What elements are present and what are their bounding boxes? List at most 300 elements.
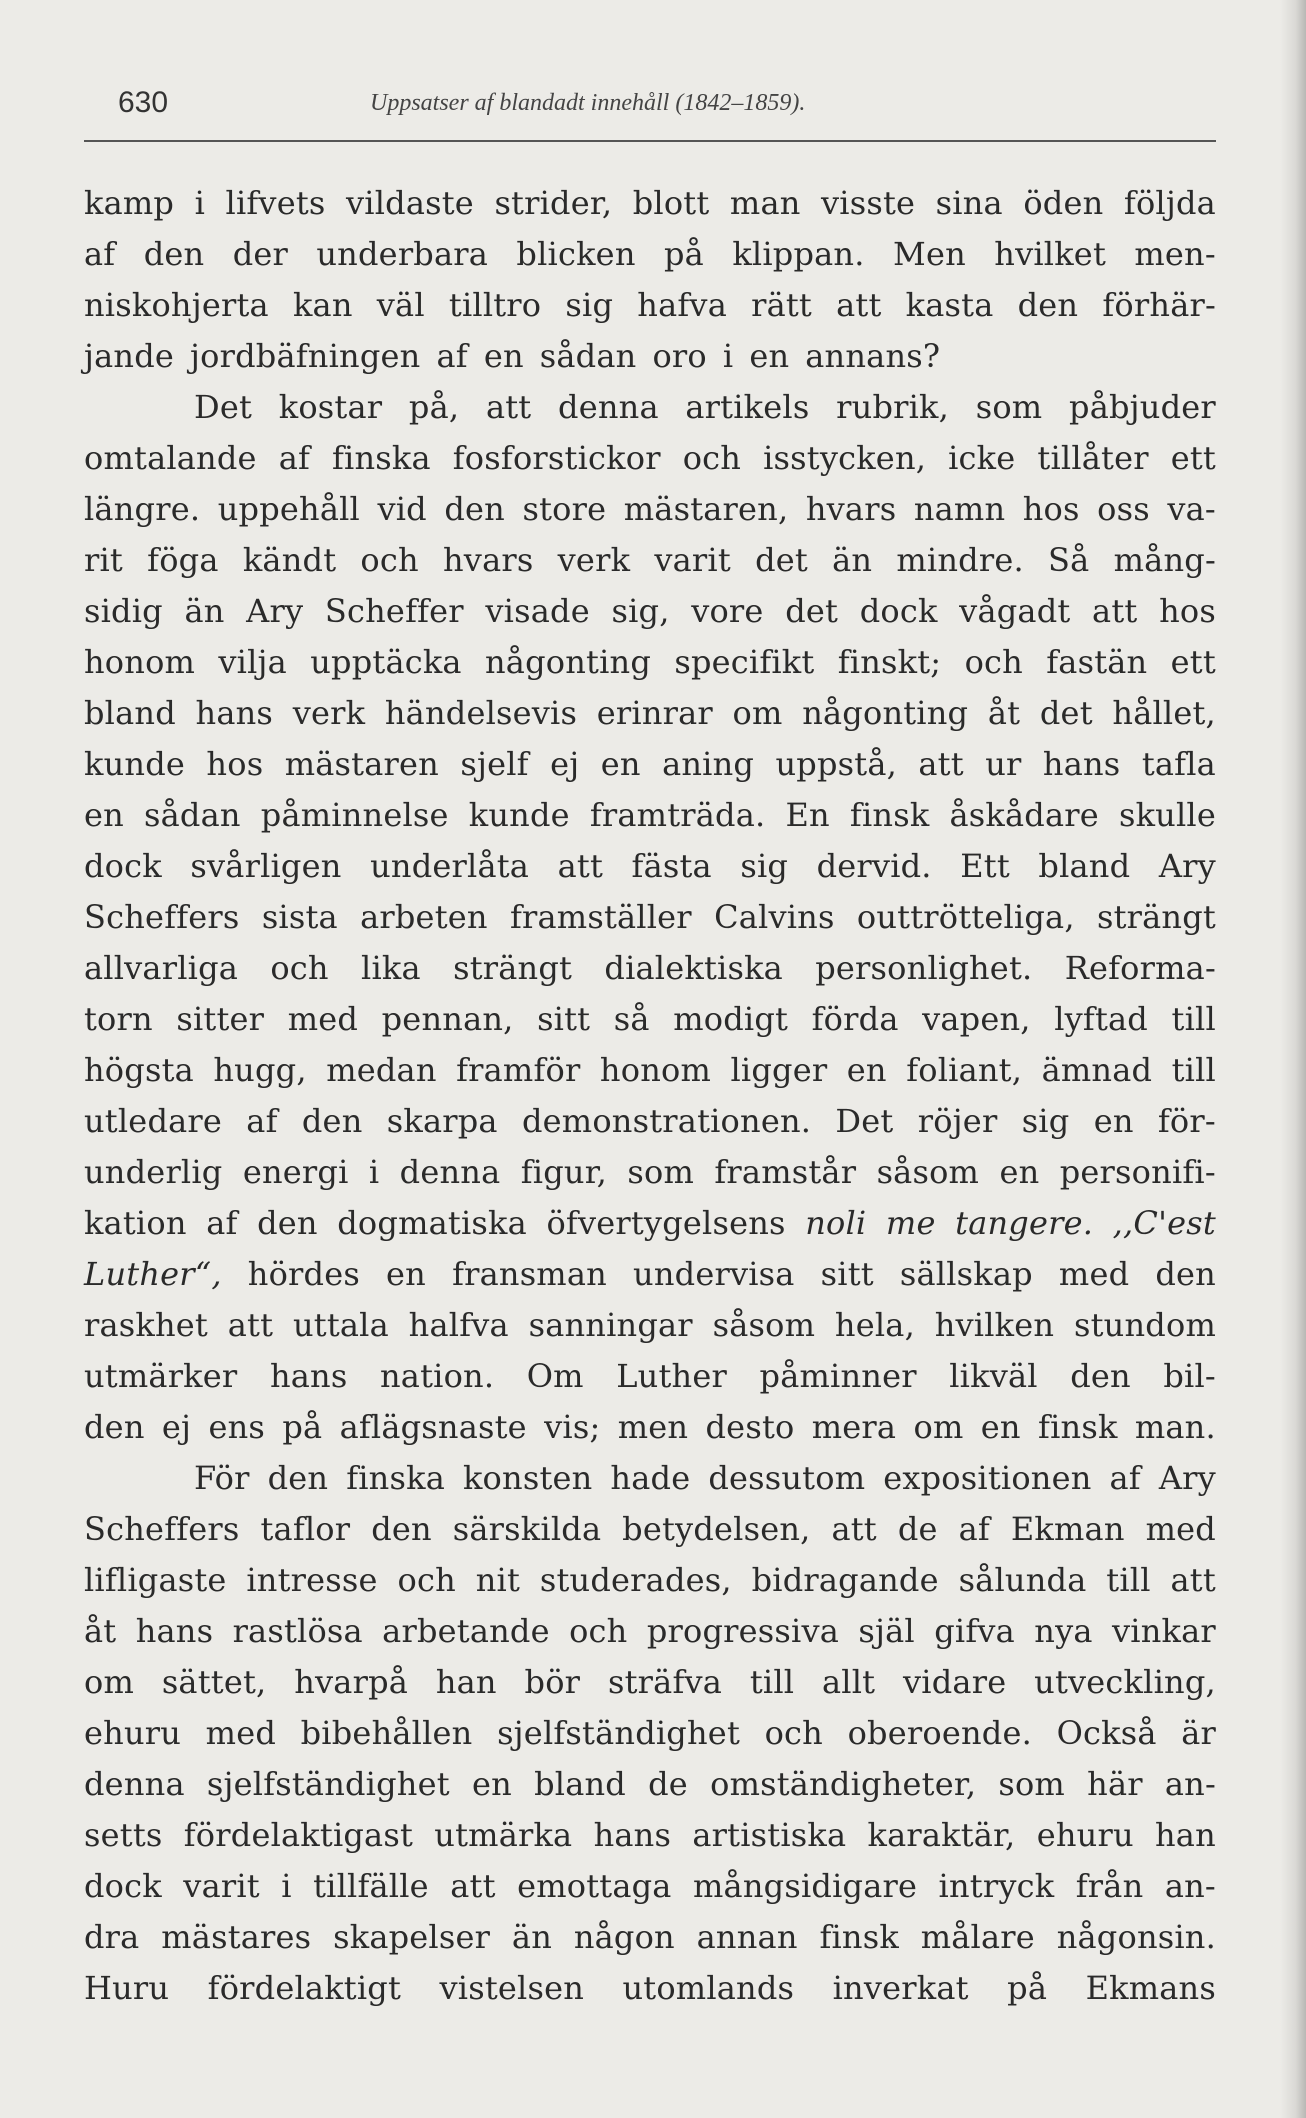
word: någonsin.: [1056, 1918, 1216, 1956]
word: konsten: [462, 1459, 593, 1497]
word: annan: [696, 1918, 798, 1956]
word: sig: [740, 847, 789, 885]
word: med: [1058, 1255, 1130, 1293]
text-line: [84, 235, 1216, 286]
word: i: [722, 337, 734, 375]
word: mindre.: [896, 541, 1024, 579]
word: upptäcka: [310, 643, 462, 681]
text-line: [84, 439, 1216, 490]
word: ehuru: [1036, 1816, 1134, 1854]
word: sanningar: [528, 1306, 693, 1344]
word: an-: [1164, 1765, 1216, 1803]
word: ,,C'est: [1112, 1204, 1216, 1242]
word: hördes: [247, 1255, 360, 1293]
word: de: [648, 1765, 688, 1803]
word: ens: [208, 1408, 266, 1446]
word: hans: [135, 1612, 214, 1650]
word: sjelfständighet: [206, 1765, 450, 1803]
word: hade: [610, 1459, 691, 1497]
word: För: [194, 1459, 250, 1497]
word: figur,: [520, 1153, 608, 1191]
word: ej: [161, 1408, 192, 1446]
text-line: [84, 1102, 1216, 1153]
word: vinkar: [1111, 1612, 1216, 1650]
word: bibehållen: [300, 1714, 473, 1752]
word: den: [1070, 1357, 1131, 1395]
text-line: [84, 643, 1216, 694]
text-line: [84, 1867, 1216, 1918]
word: torn: [84, 1000, 153, 1038]
word: bland: [534, 1765, 626, 1803]
word: raskhet: [84, 1306, 208, 1344]
word: niskohjerta: [84, 286, 269, 324]
text-line: [84, 949, 1216, 1000]
word: mästaren,: [623, 490, 789, 528]
word: Också: [1056, 1714, 1157, 1752]
word: såsom: [876, 1153, 980, 1191]
word: oro: [652, 337, 707, 375]
word: hans: [269, 1357, 348, 1395]
word: intresse: [246, 1561, 378, 1599]
word: skulle: [1118, 796, 1216, 834]
word: än: [184, 592, 225, 630]
word: uttala: [292, 1306, 389, 1344]
word: erinrar: [596, 694, 713, 732]
word: sina: [935, 184, 1003, 222]
word: vistelsen: [439, 1969, 585, 2007]
word: en: [846, 1051, 887, 1089]
word: till: [1171, 1051, 1216, 1089]
word: sådan: [539, 337, 637, 375]
word: klippan.: [732, 235, 865, 273]
word: uppehåll: [217, 490, 360, 528]
word: sådan: [144, 796, 241, 834]
text-line: [84, 1714, 1216, 1765]
text-line: [84, 898, 1216, 949]
word: visste: [821, 184, 916, 222]
page-number: 630: [118, 86, 169, 119]
word: fördelaktigt: [207, 1969, 402, 2007]
word: händelsevis: [384, 694, 578, 732]
word: med: [205, 1714, 277, 1752]
word: studerades,: [539, 1561, 732, 1599]
word: hvarpå: [294, 1663, 409, 1701]
text-line: [84, 1918, 1216, 1969]
word: nation.: [379, 1357, 495, 1395]
word: som: [998, 1765, 1065, 1803]
word: sista: [261, 898, 338, 936]
word: lifligaste: [84, 1561, 227, 1599]
word: lyftad: [1054, 1000, 1148, 1038]
text-line: [84, 592, 1216, 643]
word: förda: [811, 1000, 899, 1038]
word: så: [613, 1000, 650, 1038]
word: kamp: [84, 184, 175, 222]
word: till: [1171, 1000, 1216, 1038]
word: denna: [399, 1153, 501, 1191]
word: karaktär,: [867, 1816, 1016, 1854]
word: foliant,: [906, 1051, 1023, 1089]
word: nya: [1034, 1612, 1093, 1650]
word: oberoende.: [847, 1714, 1032, 1752]
word: kan: [292, 286, 353, 324]
running-head: Uppsatser af blandadt innehåll (1842–1859).: [370, 90, 806, 116]
word: artikels: [685, 388, 810, 426]
word: hvilken: [934, 1306, 1055, 1344]
word: intryck: [938, 1867, 1055, 1905]
word: att: [557, 847, 604, 885]
word: och: [397, 1561, 456, 1599]
word: i: [194, 184, 206, 222]
word: utmärka: [434, 1816, 573, 1854]
word: det: [1039, 694, 1093, 732]
text-line: [84, 1510, 1216, 1561]
word: hos: [206, 745, 264, 783]
word: ligger: [730, 1051, 828, 1089]
word: fransman: [452, 1255, 607, 1293]
word: vildaste: [346, 184, 474, 222]
word: Reforma-: [1064, 949, 1216, 987]
word: fosforstickor: [452, 439, 661, 477]
word: mångsidigare: [693, 1867, 918, 1905]
word: målare: [920, 1918, 1035, 1956]
word: demonstrationen.: [521, 1102, 812, 1140]
word: En: [785, 796, 830, 834]
word: åskådare: [949, 796, 1099, 834]
word: framträda.: [589, 796, 766, 834]
text-line: [84, 1612, 1216, 1663]
text-line: [84, 796, 1216, 847]
word: förhär-: [1102, 286, 1216, 324]
word: modigt: [673, 1000, 789, 1038]
word: nit: [475, 1561, 521, 1599]
word: blicken: [516, 235, 636, 273]
word: en: [386, 1255, 426, 1293]
word: på: [664, 235, 704, 273]
word: va-: [1167, 490, 1216, 528]
word: rit: [84, 541, 123, 579]
word: halfva: [408, 1306, 509, 1344]
word: expositionen: [883, 1459, 1092, 1497]
word: en: [471, 1765, 512, 1803]
word: artistiska: [692, 1816, 847, 1854]
word: arbetande: [382, 1612, 550, 1650]
word: strider,: [494, 184, 613, 222]
word: till: [1106, 1561, 1151, 1599]
word: stundom: [1074, 1306, 1216, 1344]
word: och: [360, 541, 419, 579]
word: medan: [326, 1051, 437, 1089]
word: om: [913, 1408, 964, 1446]
word: här: [1087, 1765, 1143, 1803]
word: vore: [691, 592, 764, 630]
word: att: [831, 1510, 877, 1548]
word: än: [511, 1918, 553, 1956]
word: sällskap: [899, 1255, 1033, 1293]
word: man.: [1134, 1408, 1216, 1446]
word: bidragande: [751, 1561, 939, 1599]
word: kunde: [468, 796, 570, 834]
word: Scheffers: [84, 898, 240, 936]
text-line: [84, 1459, 1216, 1510]
text-line: [84, 1663, 1216, 1714]
word: bil-: [1163, 1357, 1216, 1395]
word: taflor: [260, 1510, 351, 1548]
word: bland: [1038, 847, 1131, 885]
word: på: [282, 1408, 323, 1446]
word: vågadt: [959, 592, 1071, 630]
page-header: [84, 80, 1216, 128]
word: Luther“,: [84, 1255, 222, 1293]
word: allvarliga: [84, 949, 239, 987]
word: att: [485, 388, 532, 426]
word: rastlösa: [232, 1612, 363, 1650]
word: af: [84, 235, 116, 273]
word: gifva: [934, 1612, 1015, 1650]
word: af: [1109, 1459, 1141, 1497]
word: sträfva: [607, 1663, 723, 1701]
word: ämnad: [1041, 1051, 1153, 1089]
word: den: [257, 1204, 318, 1242]
word: Scheffers: [84, 1510, 240, 1548]
text-line: [84, 1153, 1216, 1204]
word: den: [301, 1102, 363, 1140]
word: hvilket: [994, 235, 1107, 273]
word: utomlands: [622, 1969, 795, 2007]
word: af: [958, 1510, 990, 1548]
word: hållet,: [1112, 694, 1216, 732]
word: finsk: [819, 1918, 899, 1956]
body-text: [84, 184, 1216, 2020]
word: och: [569, 1612, 628, 1650]
word: sjelfständighet: [497, 1714, 740, 1752]
word: någonting: [485, 643, 652, 681]
word: sjelf: [460, 745, 529, 783]
word: en: [1093, 1102, 1134, 1140]
word: att: [227, 1306, 274, 1344]
word: fördelaktigast: [183, 1816, 414, 1854]
word: att: [918, 745, 964, 783]
page-edge-shadow: [1280, 0, 1306, 2118]
word: en: [980, 1408, 1021, 1446]
word: Ary: [246, 592, 304, 630]
word: röjer: [917, 1102, 998, 1140]
word: Det: [194, 388, 253, 426]
word: öden: [1023, 184, 1104, 222]
text-line: [84, 847, 1216, 898]
word: en: [999, 1153, 1040, 1191]
word: verk: [292, 694, 366, 732]
word: undervisa: [633, 1255, 795, 1293]
word: med: [1145, 1510, 1216, 1548]
word: det: [785, 592, 839, 630]
word: till: [749, 1663, 795, 1701]
word: namn: [913, 490, 1006, 528]
word: vis;: [544, 1408, 601, 1446]
word: dock: [84, 847, 162, 885]
word: Om: [526, 1357, 584, 1395]
word: likväl: [949, 1357, 1038, 1395]
word: dogmatiska: [337, 1204, 527, 1242]
word: hafva: [637, 286, 727, 324]
word: men: [617, 1408, 689, 1446]
text-line: [84, 1969, 1216, 2020]
word: sidig: [84, 592, 163, 630]
word: isstycken,: [763, 439, 927, 477]
word: af: [246, 1102, 278, 1140]
word: an-: [1164, 1867, 1216, 1905]
word: jordbäfningen: [190, 337, 421, 375]
word: pennan,: [381, 1000, 514, 1038]
word: finska: [346, 1459, 445, 1497]
word: svårligen: [190, 847, 342, 885]
word: dock: [859, 592, 938, 630]
word: strängt: [1096, 898, 1216, 936]
word: lifvets: [225, 184, 326, 222]
word: kändt: [242, 541, 337, 579]
word: store: [522, 490, 607, 528]
word: emottaga: [517, 1867, 672, 1905]
word: sig: [1021, 1102, 1070, 1140]
word: han: [1155, 1816, 1216, 1854]
word: Ekman: [1010, 1510, 1125, 1548]
word: der: [232, 235, 289, 273]
word: hos: [1022, 490, 1080, 528]
word: Ekmans: [1085, 1969, 1216, 2007]
word: hugg,: [213, 1051, 307, 1089]
word: Ary: [1158, 1459, 1216, 1497]
word: Calvins: [714, 898, 835, 936]
word: skarpa: [386, 1102, 498, 1140]
word: progressiva: [646, 1612, 840, 1650]
word: hans: [593, 1816, 672, 1854]
word: hvars: [443, 541, 534, 579]
word: finskt;: [837, 643, 942, 681]
word: åt: [987, 694, 1021, 732]
word: och: [270, 949, 329, 987]
word: han: [435, 1663, 497, 1701]
word: tillåter: [1037, 439, 1149, 477]
word: utmärker: [84, 1357, 238, 1395]
word: jande: [84, 337, 175, 375]
word: en: [749, 337, 790, 375]
word: rubrik,: [836, 388, 950, 426]
word: någon: [573, 1918, 675, 1956]
word: personlighet.: [815, 949, 1033, 987]
word: bland: [84, 694, 176, 732]
word: aning: [662, 745, 755, 783]
text-line: [84, 745, 1216, 796]
word: outtrötteliga,: [856, 898, 1075, 936]
word: dialektiska: [604, 949, 783, 987]
word: Ary: [1158, 847, 1216, 885]
word: uppstå,: [775, 745, 898, 783]
word: men-: [1134, 235, 1216, 273]
word: tilltro: [448, 286, 542, 324]
word: Ett: [960, 847, 1010, 885]
word: dervid.: [816, 847, 932, 885]
word: sättet,: [161, 1663, 267, 1701]
word: och: [964, 643, 1023, 681]
text-line: [84, 1765, 1216, 1816]
word: mång-: [1113, 541, 1216, 579]
word: på,: [408, 388, 460, 426]
word: vid: [377, 490, 427, 528]
word: Huru: [84, 1969, 170, 2007]
word: och: [682, 439, 742, 477]
word: påbjuder: [1069, 388, 1216, 426]
word: Det: [835, 1102, 894, 1140]
word: ett: [1170, 643, 1216, 681]
word: att: [450, 1867, 496, 1905]
word: af: [278, 439, 311, 477]
word: specifikt: [674, 643, 815, 681]
word: blott: [632, 184, 710, 222]
word: sitter: [176, 1000, 265, 1038]
word: sig,: [611, 592, 670, 630]
word: åt: [84, 1612, 117, 1650]
word: skapelser: [333, 1918, 491, 1956]
word: verk: [557, 541, 631, 579]
text-line: [84, 1000, 1216, 1051]
word: att: [836, 286, 882, 324]
word: vilja: [218, 643, 287, 681]
word: sig: [565, 286, 614, 324]
word: i: [281, 1867, 292, 1905]
word: som: [975, 388, 1043, 426]
word: följda: [1123, 184, 1216, 222]
word: om: [732, 694, 783, 732]
word: sitt: [820, 1255, 874, 1293]
word: underbara: [316, 235, 489, 273]
word: dessutom: [708, 1459, 866, 1497]
word: af: [206, 1204, 238, 1242]
word: framstår: [714, 1153, 857, 1191]
word: i: [368, 1153, 380, 1191]
word: omständigheter,: [710, 1765, 977, 1803]
word: Men: [892, 235, 966, 273]
word: om: [84, 1663, 135, 1701]
word: varit: [654, 541, 731, 579]
word: hans: [195, 694, 274, 732]
text-line: [84, 1561, 1216, 1612]
word: den: [1155, 1255, 1216, 1293]
word: och: [764, 1714, 823, 1752]
word: energi: [242, 1153, 349, 1191]
word: påminner: [759, 1357, 917, 1395]
word: personifi-: [1059, 1153, 1216, 1191]
word: betydelsen,: [622, 1510, 811, 1548]
word: oss: [1097, 490, 1150, 528]
text-line: [84, 490, 1216, 541]
word: från: [1075, 1867, 1144, 1905]
word: kostar: [278, 388, 383, 426]
word: honom: [599, 1051, 712, 1089]
text-line: [84, 388, 1216, 439]
text-line: [84, 1357, 1216, 1408]
word: hans: [1042, 745, 1121, 783]
word: den: [444, 490, 505, 528]
word: föga: [147, 541, 219, 579]
word: sålunda: [958, 1561, 1087, 1599]
word: själ: [858, 1612, 915, 1650]
word: är: [1181, 1714, 1216, 1752]
text-line: [84, 286, 1216, 337]
word: de: [897, 1510, 938, 1548]
header-rule: [84, 140, 1216, 142]
word: hela,: [834, 1306, 915, 1344]
word: finska: [332, 439, 431, 477]
